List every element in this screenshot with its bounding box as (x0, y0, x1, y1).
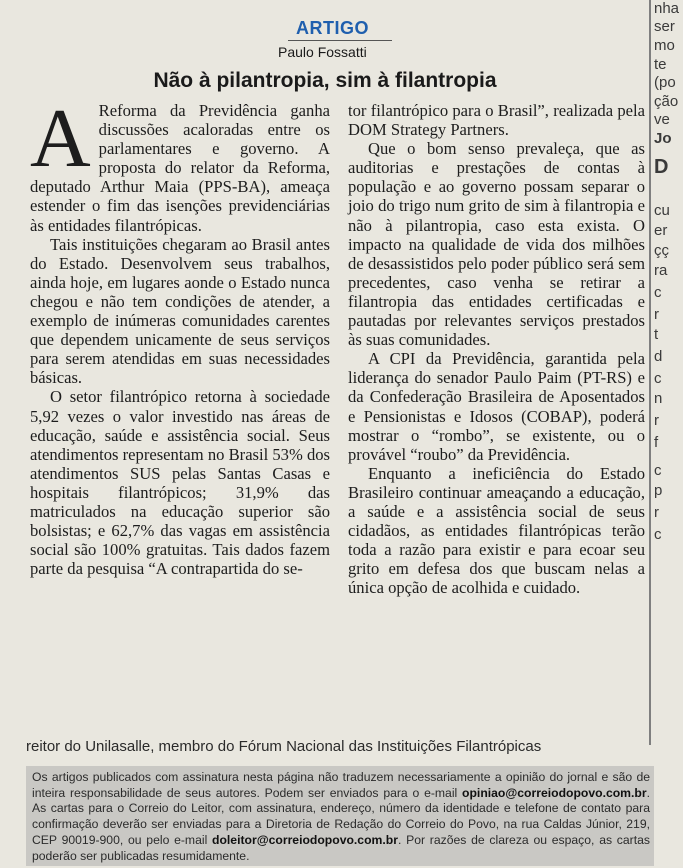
section-rubric: ARTIGO (296, 18, 369, 38)
fragment: t (654, 326, 659, 343)
adjacent-column-fragments (654, 0, 683, 868)
article-column-left (30, 92, 331, 579)
fragment: c (654, 462, 662, 479)
fragment: (po (654, 74, 676, 91)
column-divider (649, 0, 651, 745)
rubric-underline (288, 40, 392, 41)
article-paragraph: A Reforma da Previdência ganha discussões acaloradas entre os parlamentares e governo. A proposta do relator da Reforma, deputado Arthur Maia (PPS-BA), ameaça estender o fim das isenções previdenciárias às entidades filantrópicas. (30, 92, 330, 235)
fragment: ção (654, 93, 679, 110)
fragment: mo (654, 37, 675, 54)
fragment: d (654, 348, 663, 365)
drop-cap: A (30, 92, 91, 185)
reader-email: doleitor@correiodopovo.com.br (212, 832, 398, 847)
fragment: r (654, 412, 659, 429)
article-paragraph: tor filantrópico para o Brasil”, realizada pela DOM Strategy Partners. (348, 101, 645, 140)
fragment: D (654, 156, 669, 178)
fragment: çç (654, 242, 669, 259)
article-paragraph: Tais instituições chegaram ao Brasil antes do Estado. Desenvolvem seus trabalhos, ainda hoje, em lugares aonde o Estado nunca chegou e não tem condições de atender, a exemplo de inúmeras comunidades carentes que dependem unicamente de seus serviços para serem atendidas em suas necessidades básicas. (30, 234, 330, 388)
fragment: r (654, 306, 659, 323)
fragment: f (654, 434, 659, 451)
fragment: er (654, 222, 668, 239)
fragment: c (654, 526, 662, 543)
fragment: c (654, 284, 662, 301)
author-name: Paulo Fossatti (278, 44, 367, 60)
fragment: r (654, 504, 659, 521)
author-bio: reitor do Unilasalle, membro do Fórum Nacional das Instituições Filantrópicas (26, 738, 542, 755)
article-column-right (348, 101, 645, 597)
article-paragraph: Enquanto a ineficiência do Estado Brasileiro continuar ameaçando a educação, a saúde e a assistência social de seus cidadãos, as entidades filantrópicas terão toda a razão para existir e para ecoar seu grito em defesa dos que buscam nelas a única opção de acolhida e cuidado. (348, 463, 645, 598)
fragment: nha (654, 0, 680, 17)
fragment: p (654, 482, 663, 499)
fragment: ra (654, 262, 668, 279)
fragment: n (654, 390, 663, 407)
fragment: ser (654, 18, 675, 35)
fragment: c (654, 370, 662, 387)
fragment: ve (654, 111, 670, 128)
article-headline: Não à pilantropia, sim à filantropia (153, 69, 497, 92)
fragment: cu (654, 202, 670, 219)
article-paragraph: O setor filantrópico retorna à sociedade 5,92 vezes o valor investido nas áreas de educação, saúde e assistência social. Seus atendimentos representam no Brasil 53% dos atendimentos SUS pelas Santas Casas e hospitais filantrópicos; 31,9% das matriculados na educação superior são bolsistas; e 62,7% das vagas em assistência social são 100% gratuitas. Tais dados fazem parte da pesquisa “A contrapartida do se- (30, 387, 331, 579)
fragment: Jo (654, 130, 672, 147)
article-paragraph: Que o bom senso prevaleça, que as auditorias e prestações de contas à população e ao governo possam separar o joio do trigo num grito de sim à filantropia e não à pilantropia, caso esta exista. O impacto na qualidade de vida dos milhões de desassistidos pelo poder público será sem precedentes, caso venha se retirar a filantropia das entidades certificadas e pautadas por relevantes serviços prestados às suas comunidades. (348, 139, 645, 350)
opinion-email: opiniao@correiodopovo.com.br (462, 785, 647, 800)
disclaimer-text: Os artigos publicados com assinatura nesta página não traduzem necessariamente a opinião do jornal e são de inteira responsabilidade de seus autores. Podem ser enviados para o e-mail opiniao@correiodopovo.com.br. As cartas para o Correio do Leitor, com assinatura, endereço, número da identidade e telefone de contato para confirmação deverão ser enviadas para a Diretoria de Redação do Correio do Povo, na rua Caldas Júnior, 219, CEP 90019-900, ou pelo e-mail doleitor@correiodopovo.com.br. Por razões de clareza ou espaço, as cartas poderão ser publicadas resumidamente. (32, 770, 650, 863)
article-paragraph: A CPI da Previdência, garantida pela liderança do senador Paulo Paim (PT-RS) e da Confederação Brasileira de Aposentados e Pensionistas e Idosos (COBAP), poderá mostrar o “rombo”, se existente, ou o provável “roubo” da Previdência. (348, 349, 645, 464)
fragment: te (654, 56, 667, 73)
